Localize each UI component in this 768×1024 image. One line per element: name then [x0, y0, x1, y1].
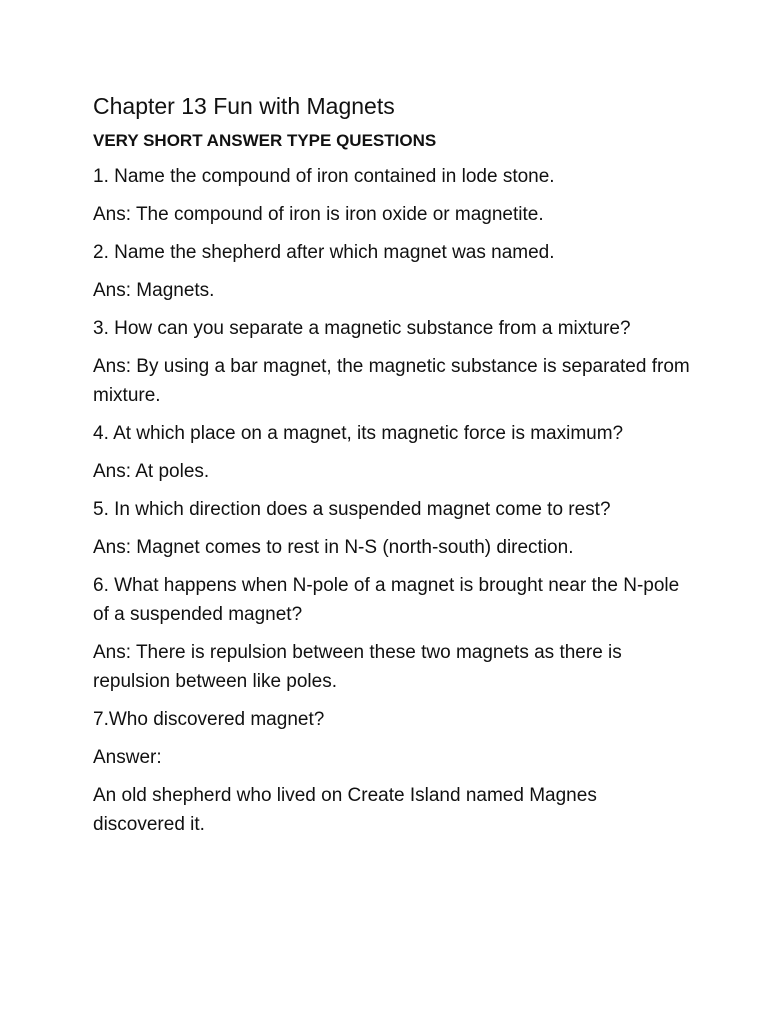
question-3: 3. How can you separate a magnetic substance from a mixture? — [93, 318, 631, 339]
question-6: 6. What happens when N-pole of a magnet is brought near the N-pole of a suspended magnet? — [93, 575, 680, 625]
answer-1: Ans: The compound of iron is iron oxide or magnetite. — [93, 204, 544, 225]
question-4: 4. At which place on a magnet, its magnetic force is maximum? — [93, 423, 624, 444]
question-1: 1. Name the compound of iron contained in lode stone. — [93, 166, 555, 187]
question-2: 2. Name the shepherd after which magnet was named. — [93, 242, 555, 263]
answer-3: Ans: By using a bar magnet, the magnetic substance is separated from mixture. — [93, 356, 690, 406]
answer-7: An old shepherd who lived on Create Island named Magnes discovered it. — [93, 785, 597, 835]
page-title: Chapter 13 Fun with Magnets — [93, 93, 395, 119]
answer-7-label: Answer: — [93, 747, 162, 768]
answer-2: Ans: Magnets. — [93, 280, 215, 301]
question-7: 7.Who discovered magnet? — [93, 709, 325, 730]
answer-6: Ans: There is repulsion between these two magnets as there is repulsion between like poles. — [93, 642, 622, 692]
answer-5: Ans: Magnet comes to rest in N-S (north-south) direction. — [93, 537, 574, 558]
answer-4: Ans: At poles. — [93, 461, 210, 482]
document-page — [93, 88, 693, 839]
section-heading: VERY SHORT ANSWER TYPE QUESTIONS — [93, 131, 437, 150]
question-5: 5. In which direction does a suspended magnet come to rest? — [93, 499, 611, 520]
